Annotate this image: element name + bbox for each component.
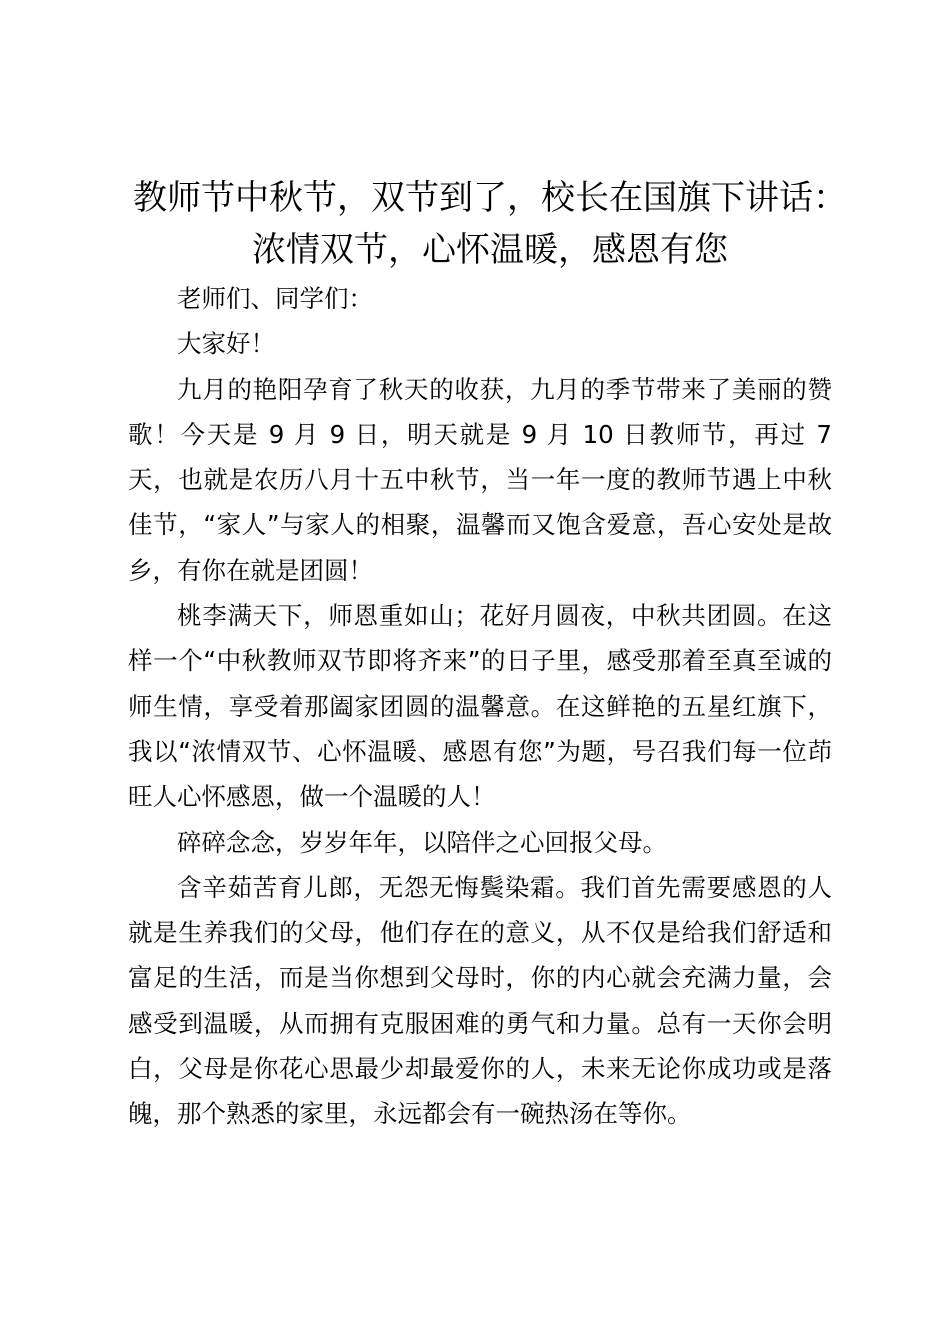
title-line-2: 浓情双节，心怀温暖，感恩有您 xyxy=(252,230,728,270)
section-heading-parents: 碎碎念念，岁岁年年，以陪伴之心回报父母。 xyxy=(177,827,667,857)
title-line-1: 教师节中秋节，双节到了，校长在国旗下讲话： xyxy=(133,178,847,218)
paragraph-intro: 九月的艳阳孕育了秋天的收获，九月的季节带来了美丽的赞歌！今天是 9 月 9 日，明天就是 9 月 10 日教师节，再过 7 天，也就是农历八月十五中秋节，当一年一度的教师节遇上中秋佳节，“家人”与家人的相聚，温馨而又饱含爱意，吾心安处是故乡，有你在就是团圆！ xyxy=(128,374,832,585)
document-body xyxy=(128,276,832,1137)
document-title xyxy=(110,172,870,276)
greeting: 大家好！ xyxy=(177,329,275,359)
salutation: 老师们、同学们： xyxy=(177,284,373,313)
paragraph-theme: 桃李满天下，师恩重如山；花好月圆夜，中秋共团圆。在这样一个“中秋教师双节即将齐来”的日子里，感受那着至真至诚的师生情，享受着那阖家团圆的温馨意。在这鲜艳的五星红旗下，我以“浓情双节、心怀温暖、感恩有您”为题，号召我们每一位茚旺人心怀感恩，做一个温暖的人！ xyxy=(128,601,832,812)
paragraph-parents: 含辛茹苦育儿郎，无怨无悔鬓染霜。我们首先需要感恩的人就是生养我们的父母，他们存在的意义，从不仅是给我们舒适和富足的生活，而是当你想到父母时，你的内心就会充满力量，会感受到温暖，从而拥有克服困难的勇气和力量。总有一天你会明白，父母是你花心思最少却最爱你的人，未来无论你成功或是落魄，那个熟悉的家里，永远都会有一碗热汤在等你。 xyxy=(128,872,832,1129)
